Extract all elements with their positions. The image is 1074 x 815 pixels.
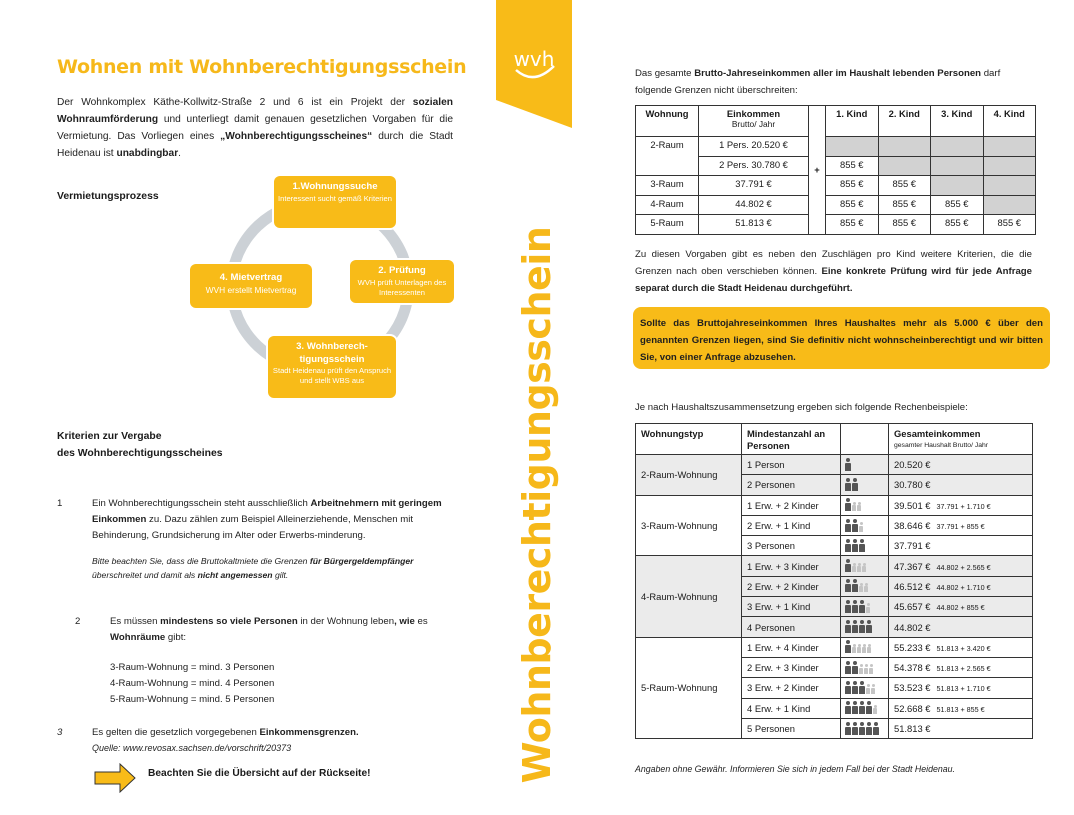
cell-persons: 1 Person: [742, 455, 841, 475]
criterion-text: es: [414, 616, 428, 627]
vertical-title: Wohnberechtigungsschein: [515, 226, 559, 784]
household-icon-cell: [841, 637, 889, 657]
process-step-1: [274, 176, 396, 228]
adult-icon: [852, 605, 858, 613]
adult-icon: [845, 524, 851, 532]
table-row: [636, 137, 1036, 157]
calc-breakdown: 44.802 + 1.710 €: [936, 582, 991, 592]
people-icon: [845, 518, 863, 532]
cell-kind: [826, 137, 879, 157]
cell-persons: 2 Erw. + 3 Kinder: [742, 657, 841, 677]
arrow-right-icon: [94, 763, 136, 793]
intro-text: .: [178, 148, 181, 159]
cell-total: [889, 678, 1033, 698]
calc-breakdown: 44.802 + 855 €: [936, 603, 985, 613]
source-link[interactable]: Quelle: www.revosax.sachsen.de/vorschrift/20373: [92, 743, 292, 753]
header-subtext: Brutto/ Jahr: [731, 119, 776, 129]
adult-icon: [845, 686, 851, 694]
criterion-number: 2: [75, 616, 81, 627]
adult-icon: [845, 544, 851, 552]
cell-persons: 3 Erw. + 1 Kind: [742, 597, 841, 617]
disclaimer: Angaben ohne Gewähr. Informieren Sie sich in jedem Fall bei der Stadt Heidenau.: [635, 764, 955, 774]
child-icon: [862, 647, 866, 653]
adult-icon: [845, 625, 851, 633]
cell-einkommen: 1 Pers. 20.520 €: [699, 137, 809, 157]
step-title: 1.Wohnungssuche: [292, 181, 378, 192]
col-header-kind4: 4. Kind: [983, 106, 1036, 137]
cell-wohnung: 3-Raum: [636, 176, 699, 196]
adult-icon: [845, 564, 851, 572]
cell-persons: 1 Erw. + 3 Kinder: [742, 556, 841, 576]
intro-paragraph: [57, 94, 453, 162]
adult-icon: [859, 686, 865, 694]
total-value: 53.523 €: [894, 682, 931, 694]
calc-breakdown: 51.813 + 3.420 €: [936, 643, 991, 653]
intro-text: und unterliegt damit genauen gesetzlichen Vorgaben für die Vermietung. Das Vorliegen eines: [57, 114, 453, 142]
cell-kind: [931, 156, 984, 176]
wvh-logo: [496, 0, 572, 128]
intro-text: darf folgende Grenzen nicht überschreiten:: [635, 68, 1001, 96]
note-bold: für Bürgergeldempfänger: [309, 556, 414, 566]
col-header-wohnung: Wohnung: [636, 106, 699, 137]
household-icon-cell: [841, 657, 889, 677]
criterion-note: [92, 554, 452, 582]
list-item: 5-Raum-Wohnung = mind. 5 Personen: [110, 694, 275, 705]
income-limits-table: [635, 105, 1036, 235]
plus-sign: +: [809, 106, 826, 235]
household-icon-cell: [841, 718, 889, 738]
household-icon-cell: [841, 617, 889, 637]
adult-icon: [859, 605, 865, 613]
intro-text: durch die Stadt Heidenau ist: [57, 131, 453, 159]
cell-persons: 3 Personen: [742, 536, 841, 556]
adult-icon: [845, 463, 851, 471]
cell-kind: [878, 156, 931, 176]
total-value: 54.378 €: [894, 662, 931, 674]
cell-wohnungstyp: 4-Raum-Wohnung: [636, 556, 742, 637]
table-header-row: [636, 424, 1033, 455]
col-header-kind3: 3. Kind: [931, 106, 984, 137]
cell-kind: [983, 176, 1036, 196]
child-icon: [857, 647, 861, 653]
adult-icon: [845, 503, 851, 511]
cell-wohnungstyp: 2-Raum-Wohnung: [636, 455, 742, 496]
calc-breakdown: 51.813 + 2.565 €: [936, 664, 991, 674]
total-value: 51.813 €: [894, 723, 931, 734]
cell-persons: 2 Erw. + 1 Kind: [742, 515, 841, 535]
child-icon: [859, 526, 863, 532]
adult-icon: [852, 544, 858, 552]
cell-total: [889, 455, 1033, 475]
cell-total: [889, 556, 1033, 576]
people-icon: [845, 599, 870, 613]
step-title: 4. Mietvertrag: [219, 272, 283, 283]
people-icon: [845, 619, 872, 633]
household-icon-cell: [841, 455, 889, 475]
criterion-text: Ein Wohnberechtigungsschein steht ausschließlich: [92, 498, 311, 509]
cell-total: [889, 617, 1033, 637]
calc-breakdown: 51.813 + 1.710 €: [936, 684, 991, 694]
adult-icon: [852, 706, 858, 714]
people-icon: [845, 660, 873, 674]
child-icon: [873, 708, 877, 714]
cell-persons: 5 Personen: [742, 718, 841, 738]
criterion-text: in der Wohnung leben: [297, 616, 395, 627]
calc-breakdown: 51.813 + 855 €: [936, 704, 985, 714]
cell-persons: 2 Erw. + 2 Kinder: [742, 576, 841, 596]
child-icon: [859, 668, 863, 674]
household-icon-cell: [841, 536, 889, 556]
total-value: 20.520 €: [894, 459, 931, 471]
household-icon-cell: [841, 678, 889, 698]
criteria-heading-line2: des Wohnberechtigungsscheines: [57, 448, 223, 459]
people-icon: [845, 639, 871, 653]
household-icon-cell: [841, 597, 889, 617]
col-header-kind2: 2. Kind: [878, 106, 931, 137]
household-icon-cell: [841, 576, 889, 596]
adult-icon: [845, 483, 851, 491]
criterion-text: gibt:: [165, 632, 187, 643]
child-icon: [852, 566, 856, 572]
adult-icon: [845, 584, 851, 592]
note-text: Bitte beachten Sie, dass die Bruttokaltmiete die Grenzen: [92, 556, 310, 566]
calc-breakdown: 37.791 + 855 €: [936, 522, 985, 532]
list-item: 3-Raum-Wohnung = mind. 3 Personen: [110, 662, 275, 673]
criterion-bold: Arbeitnehmern mit geringem Einkommen: [92, 498, 442, 525]
cell-kind: 855 €: [826, 195, 879, 215]
criterion-bold: Einkommensgrenzen.: [259, 727, 359, 738]
cell-persons: 1 Erw. + 2 Kinder: [742, 495, 841, 515]
total-value: 39.501 €: [894, 499, 931, 511]
note-text: überschreitet und damit als: [92, 570, 198, 580]
household-icon-cell: [841, 556, 889, 576]
table-row: [636, 556, 1033, 576]
adult-icon: [852, 524, 858, 532]
adult-icon: [859, 625, 865, 633]
col-header-icon: [841, 424, 889, 455]
criterion-number: 1: [57, 498, 63, 509]
child-icon: [866, 607, 870, 613]
cell-persons: 2 Personen: [742, 475, 841, 495]
total-value: 52.668 €: [894, 702, 931, 714]
people-icon: [845, 457, 851, 471]
calc-breakdown: 44.802 + 2.565 €: [936, 562, 991, 572]
cell-persons: 1 Erw. + 4 Kinder: [742, 637, 841, 657]
step-desc: Stadt Heidenau prüft den Anspruch und stellt WBS aus: [272, 366, 392, 385]
step-title: 3. Wohnberech-tigungsschein: [296, 341, 368, 365]
examples-table: [635, 423, 1033, 739]
total-value: 38.646 €: [894, 520, 931, 532]
intro-bold: „Wohnberechtigungsscheines“: [220, 131, 373, 142]
cell-persons: 3 Erw. + 2 Kinder: [742, 678, 841, 698]
body-text: Zu diesen Vorgaben gibt es neben den Zuschlägen pro Kind weitere Kriterien, die die Grenzen nach oben verschieben können.: [635, 249, 1032, 277]
adult-icon: [852, 625, 858, 633]
people-icon: [845, 497, 861, 511]
child-icon: [857, 566, 861, 572]
adult-icon: [845, 605, 851, 613]
col-header-total: [889, 424, 1033, 455]
cell-kind: [931, 137, 984, 157]
criteria-heading: [57, 428, 223, 462]
adult-icon: [859, 727, 865, 735]
cell-wohnung: 2-Raum: [636, 137, 699, 176]
adult-icon: [845, 727, 851, 735]
additional-criteria-text: [635, 246, 1032, 297]
people-icon: [845, 680, 875, 694]
adult-icon: [852, 686, 858, 694]
people-icon: [845, 538, 865, 552]
cell-einkommen: 51.813 €: [699, 215, 809, 235]
adult-icon: [873, 727, 879, 735]
cell-persons: 4 Personen: [742, 617, 841, 637]
cell-kind: 855 €: [878, 215, 931, 235]
cell-wohnungstyp: 3-Raum-Wohnung: [636, 495, 742, 556]
step-desc: WVH erstellt Mietvertrag: [205, 285, 297, 295]
cell-persons: 4 Erw. + 1 Kind: [742, 698, 841, 718]
process-step-4: [190, 264, 312, 308]
child-icon: [862, 566, 866, 572]
cell-einkommen: 37.791 €: [699, 176, 809, 196]
cell-kind: [983, 195, 1036, 215]
criterion-bold: Wohnräume: [110, 632, 166, 643]
child-icon: [852, 505, 856, 511]
child-icon: [869, 668, 873, 674]
criterion-body: [92, 496, 452, 582]
table-row: [636, 176, 1036, 196]
cell-total: [889, 576, 1033, 596]
total-value: 47.367 €: [894, 560, 931, 572]
adult-icon: [866, 706, 872, 714]
household-icon-cell: [841, 698, 889, 718]
criterion-text: Es müssen: [110, 616, 161, 627]
household-icon-cell: [841, 495, 889, 515]
table-header-row: [636, 106, 1036, 137]
people-icon: [845, 558, 866, 572]
process-cycle-diagram: [188, 176, 450, 398]
examples-intro: Je nach Haushaltszusammensetzung ergeben sich folgende Rechenbeispiele:: [635, 402, 968, 413]
examples-table-body: [636, 455, 1033, 739]
child-icon: [864, 668, 868, 674]
col-header-typ: Wohnungstyp: [636, 424, 742, 455]
note-text: gilt.: [272, 570, 289, 580]
adult-icon: [866, 727, 872, 735]
col-header-kind1: 1. Kind: [826, 106, 879, 137]
cell-kind: 855 €: [931, 215, 984, 235]
household-icon-cell: [841, 515, 889, 535]
criterion-body: [110, 614, 455, 708]
logo-text: wvh: [513, 47, 555, 71]
cell-kind: [931, 176, 984, 196]
cell-einkommen: 44.802 €: [699, 195, 809, 215]
cell-kind: 855 €: [878, 195, 931, 215]
intro-text: Der Wohnkomplex Käthe-Kollwitz-Straße 2 und 6 ist ein Projekt der: [57, 97, 413, 108]
cell-kind: 855 €: [878, 176, 931, 196]
header-subtext: gesamter Haushalt Brutto/ Jahr: [894, 442, 989, 449]
criterion-body: [92, 725, 452, 755]
cell-kind: [983, 156, 1036, 176]
cell-total: [889, 657, 1033, 677]
people-icon: [845, 700, 877, 714]
body-bold: Eine konkrete Prüfung wird für jede Anfrage separat durch die Stadt Heidenau durchgeführt.: [635, 266, 1032, 294]
intro-bold: Brutto-Jahreseinkommen aller im Haushalt lebenden Personen: [694, 68, 982, 79]
people-icon: [845, 578, 868, 592]
cell-kind: 855 €: [931, 195, 984, 215]
people-icon: [845, 721, 879, 735]
cell-wohnung: 4-Raum: [636, 195, 699, 215]
cell-kind: [878, 137, 931, 157]
process-step-3: [268, 336, 396, 398]
table-row: [636, 455, 1033, 475]
col-header-einkommen: [699, 106, 809, 137]
adult-icon: [845, 706, 851, 714]
cell-total: [889, 698, 1033, 718]
list-item: 4-Raum-Wohnung = mind. 4 Personen: [110, 678, 275, 689]
cell-total: [889, 597, 1033, 617]
total-value: 37.791 €: [894, 540, 931, 552]
header-text: Einkommen: [726, 108, 781, 119]
cell-total: [889, 515, 1033, 535]
intro-bold: sozialen Wohnraumförderung: [57, 97, 453, 125]
col-header-min: Mindestanzahl an Personen: [742, 424, 841, 455]
page-title: Wohnen mit Wohnberechtigungsschein: [57, 56, 467, 78]
total-value: 30.780 €: [894, 479, 931, 491]
adult-icon: [866, 625, 872, 633]
people-icon: [845, 477, 858, 491]
cell-total: [889, 536, 1033, 556]
adult-icon: [852, 727, 858, 735]
criteria-heading-line1: Kriterien zur Vergabe: [57, 431, 162, 442]
criterion-text: zu. Dazu zählen zum Beispiel Alleinerziehende, Menschen mit Behinderung, Grundsicherung im Alter oder Erwerbs-minderung.: [92, 514, 414, 541]
step-desc: WVH prüft Unterlagen des Interessenten: [357, 278, 447, 297]
adult-icon: [845, 666, 851, 674]
cell-kind: 855 €: [826, 215, 879, 235]
step-desc: Interessent sucht gemäß Kriterien: [278, 194, 392, 203]
table-row: [636, 195, 1036, 215]
total-value: 45.657 €: [894, 601, 931, 613]
process-step-2: [350, 260, 454, 303]
cell-total: [889, 637, 1033, 657]
cell-kind: 855 €: [983, 215, 1036, 235]
adult-icon: [852, 666, 858, 674]
adult-icon: [859, 544, 865, 552]
cell-kind: 855 €: [826, 156, 879, 176]
adult-icon: [852, 483, 858, 491]
cell-kind: [983, 137, 1036, 157]
cell-wohnungstyp: 5-Raum-Wohnung: [636, 637, 742, 738]
header-text: Gesamteinkommen: [894, 428, 981, 439]
cell-total: [889, 475, 1033, 495]
income-intro: [635, 65, 1035, 99]
criterion-bold: mindestens so viele Personen: [160, 616, 298, 627]
cell-kind: 855 €: [826, 176, 879, 196]
cell-total: [889, 718, 1033, 738]
calc-breakdown: 37.791 + 1.710 €: [936, 501, 991, 511]
step-title: 2. Prüfung: [378, 265, 426, 276]
criterion-text: Es gelten die gesetzlich vorgegebenen: [92, 727, 260, 738]
child-icon: [866, 688, 870, 694]
table-row: [636, 215, 1036, 235]
adult-icon: [852, 584, 858, 592]
total-value: 44.802 €: [894, 621, 931, 633]
child-icon: [864, 586, 868, 592]
household-icon-cell: [841, 475, 889, 495]
intro-bold: unabdingbar: [116, 148, 179, 159]
cell-einkommen: 2 Pers. 30.780 €: [699, 156, 809, 176]
criterion-bold: , wie: [394, 616, 415, 627]
child-icon: [867, 647, 871, 653]
income-warning-box: Sollte das Bruttojahreseinkommen Ihres Haushaltes mehr als 5.000 € über den genannten Grenzen liegen, sind Sie definitiv nicht wohnscheinberechtigt und wir bitten Sie, von einer Anfrage abzusehen.: [633, 307, 1050, 369]
adult-icon: [859, 706, 865, 714]
back-side-hint: Beachten Sie die Übersicht auf der Rückseite!: [148, 768, 371, 779]
table-row: [636, 637, 1033, 657]
total-value: 55.233 €: [894, 641, 931, 653]
note-bold: nicht angemessen: [197, 570, 273, 580]
child-icon: [852, 647, 856, 653]
total-value: 46.512 €: [894, 580, 931, 592]
child-icon: [871, 688, 875, 694]
intro-text: Das gesamte: [635, 68, 695, 79]
child-icon: [859, 586, 863, 592]
room-person-list: [110, 660, 455, 708]
cell-wohnung: 5-Raum: [636, 215, 699, 235]
process-heading: Vermietungsprozess: [57, 191, 159, 202]
criterion-number: 3: [57, 727, 63, 738]
cell-total: [889, 495, 1033, 515]
child-icon: [857, 505, 861, 511]
adult-icon: [845, 645, 851, 653]
table-row: [636, 495, 1033, 515]
